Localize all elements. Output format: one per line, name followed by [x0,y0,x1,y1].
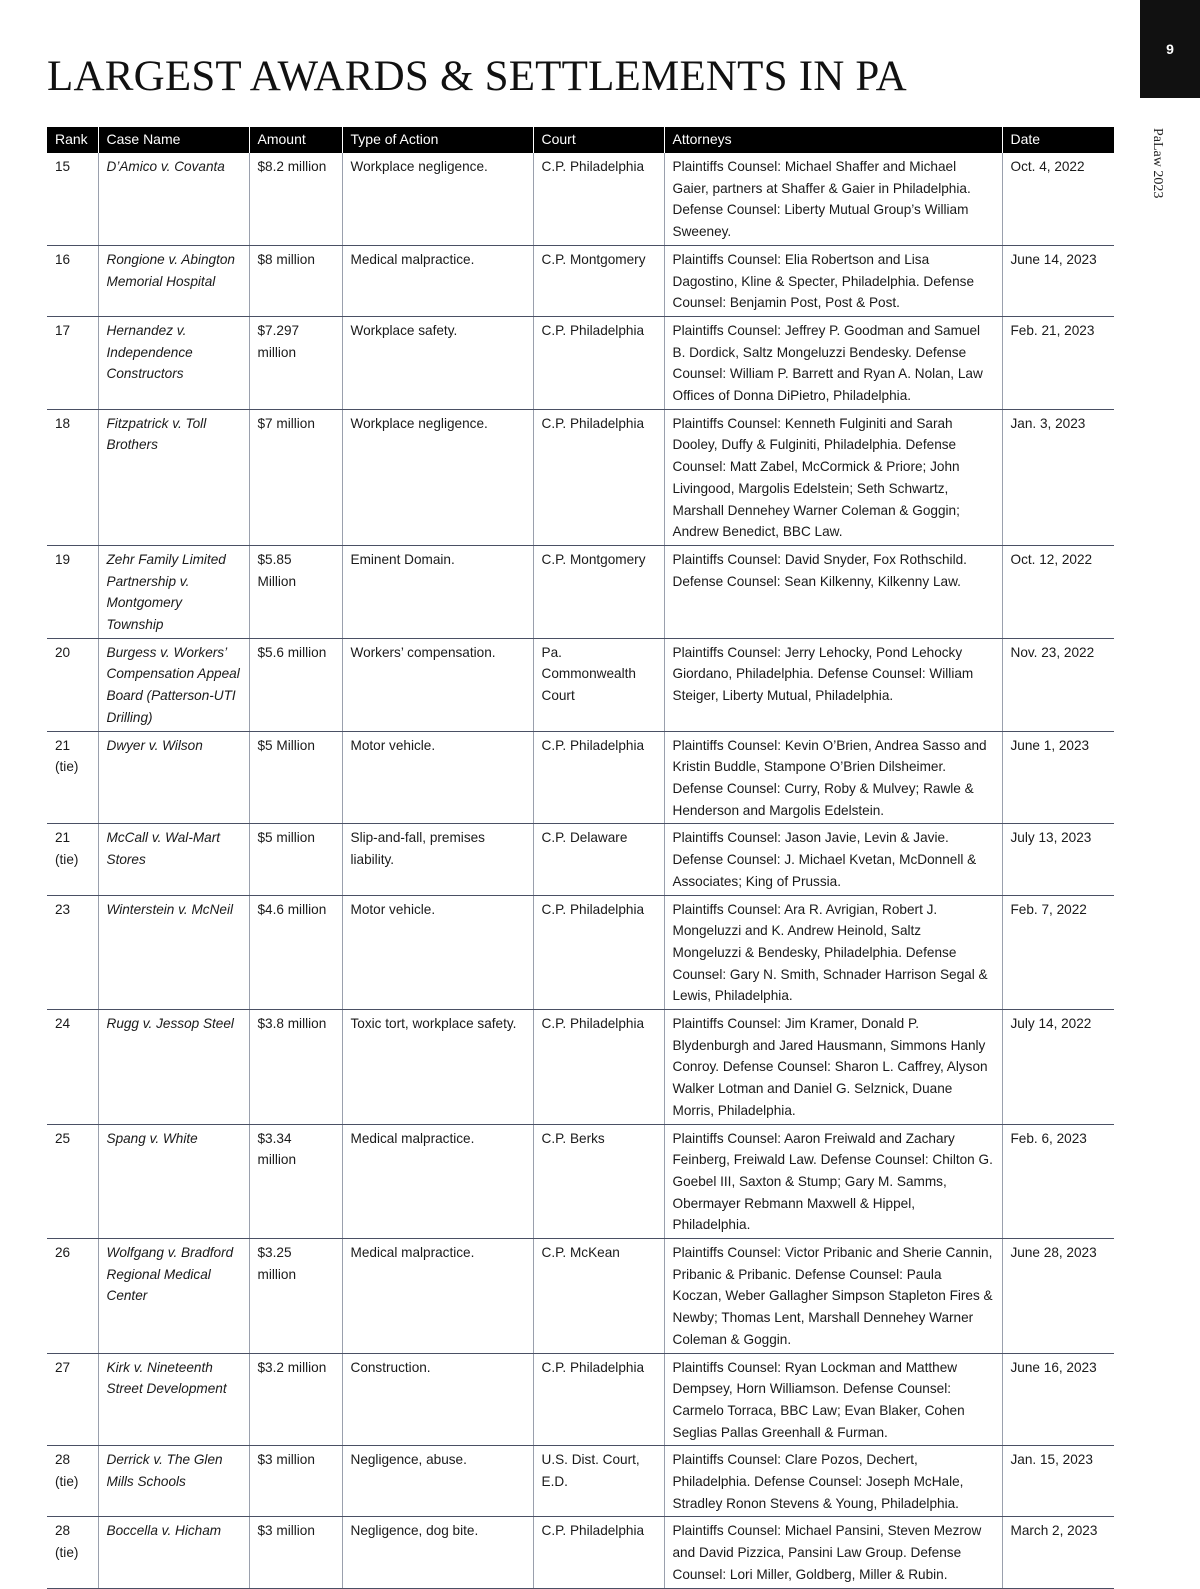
cell-date: July 14, 2022 [1002,1010,1114,1125]
cell-amount: $3 million [249,1517,342,1588]
cell-type-of-action: Medical malpractice. [342,1239,533,1354]
cell-court: C.P. Philadelphia [533,1353,664,1446]
table-row [47,245,1114,316]
cell-court: C.P. Montgomery [533,245,664,316]
cell-type-of-action: Medical malpractice. [342,1124,533,1239]
cell-date: June 28, 2023 [1002,1239,1114,1354]
cell-case-name: Kirk v. Nineteenth Street Development [98,1353,249,1446]
header-attorneys: Attorneys [664,127,1002,153]
cell-court: C.P. Philadelphia [533,895,664,1010]
page-number-tab [1140,0,1200,98]
table-row [47,316,1114,409]
cell-attorneys: Plaintiffs Counsel: Aaron Freiwald and Zachary Feinberg, Freiwald Law. Defense Counsel: Chilton G. Goebel III, Saxton & Stump; Gary M. Samms, Obermayer Rebmann Maxwell & Hippel, Philadelphia. [664,1124,1002,1239]
cell-date: Feb. 6, 2023 [1002,1124,1114,1239]
cell-case-name: Fitzpatrick v. Toll Brothers [98,409,249,545]
cell-date: June 14, 2023 [1002,245,1114,316]
cell-amount: $3.25 million [249,1239,342,1354]
cell-attorneys: Plaintiffs Counsel: Jim Kramer, Donald P. Blydenburgh and Jared Hausmann, Simmons Hanly Conroy. Defense Counsel: Sharon L. Caffrey, Alyson Walker Lotman and Daniel G. Selznick, Duane Morris, Philadelphia. [664,1010,1002,1125]
header-case-name: Case Name [98,127,249,153]
cell-case-name: Wolfgang v. Bradford Regional Medical Center [98,1239,249,1354]
cell-rank: 21 (tie) [47,824,98,895]
cell-type-of-action: Slip-and-fall, premises liability. [342,824,533,895]
cell-date: June 1, 2023 [1002,731,1114,824]
cell-amount: $5 Million [249,731,342,824]
cell-court: C.P. Montgomery [533,545,664,638]
cell-court: Pa. Commonwealth Court [533,638,664,731]
page-title: LARGEST AWARDS & SETTLEMENTS IN PA [47,53,907,100]
table-row [47,1239,1114,1354]
cell-date: March 2, 2023 [1002,1517,1114,1588]
cell-amount: $8.2 million [249,153,342,245]
cell-date: Jan. 15, 2023 [1002,1446,1114,1517]
cell-type-of-action: Workers’ compensation. [342,638,533,731]
cell-attorneys: Plaintiffs Counsel: Elia Robertson and Lisa Dagostino, Kline & Specter, Philadelphia. Defense Counsel: Benjamin Post, Post & Post. [664,245,1002,316]
cell-attorneys: Plaintiffs Counsel: Jeffrey P. Goodman and Samuel B. Dordick, Saltz Mongeluzzi Bendesky. Defense Counsel: William P. Barrett and Ryan A. Nolan, Law Offices of Donna DiPietro, Philadelphia. [664,316,1002,409]
cell-date: Nov. 23, 2022 [1002,638,1114,731]
cell-attorneys: Plaintiffs Counsel: Michael Shaffer and Michael Gaier, partners at Shaffer & Gaier in Philadelphia. Defense Counsel: Liberty Mutual Group’s William Sweeney. [664,153,1002,245]
cell-date: Oct. 4, 2022 [1002,153,1114,245]
cell-court: C.P. Philadelphia [533,153,664,245]
cell-type-of-action: Construction. [342,1353,533,1446]
cell-amount: $8 million [249,245,342,316]
cell-type-of-action: Workplace safety. [342,316,533,409]
cell-amount: $7 million [249,409,342,545]
cell-case-name: Boccella v. Hicham [98,1517,249,1588]
cell-type-of-action: Medical malpractice. [342,245,533,316]
cell-date: Feb. 21, 2023 [1002,316,1114,409]
cell-amount: $4.6 million [249,895,342,1010]
cell-type-of-action: Workplace negligence. [342,153,533,245]
cell-amount: $3.34 million [249,1124,342,1239]
cell-rank: 26 [47,1239,98,1354]
cell-court: U.S. Dist. Court, E.D. [533,1446,664,1517]
cell-amount: $3.8 million [249,1010,342,1125]
cell-rank: 23 [47,895,98,1010]
cell-rank: 21 (tie) [47,731,98,824]
cell-rank: 16 [47,245,98,316]
cell-rank: 27 [47,1353,98,1446]
cell-amount: $5 million [249,824,342,895]
cell-court: C.P. Berks [533,1124,664,1239]
header-type-of-action: Type of Action [342,127,533,153]
cell-type-of-action: Motor vehicle. [342,895,533,1010]
cell-case-name: Dwyer v. Wilson [98,731,249,824]
cell-case-name: D’Amico v. Covanta [98,153,249,245]
table-row [47,895,1114,1010]
cell-case-name: Zehr Family Limited Partnership v. Montgomery Township [98,545,249,638]
cell-case-name: Burgess v. Workers’ Compensation Appeal Board (Patterson-UTI Drilling) [98,638,249,731]
cell-attorneys: Plaintiffs Counsel: David Snyder, Fox Rothschild. Defense Counsel: Sean Kilkenny, Kilkenny Law. [664,545,1002,638]
cell-attorneys: Plaintiffs Counsel: Ara R. Avrigian, Robert J. Mongeluzzi and K. Andrew Heinold, Saltz Mongeluzzi & Bendesky, Philadelphia. Defense Counsel: Gary N. Smith, Schnader Harrison Segal & Lewis, Philadelphia. [664,895,1002,1010]
table-row [47,545,1114,638]
header-rank: Rank [47,127,98,153]
cell-type-of-action: Negligence, abuse. [342,1446,533,1517]
cell-attorneys: Plaintiffs Counsel: Victor Pribanic and Sherie Cannin, Pribanic & Pribanic. Defense Counsel: Paula Koczan, Weber Gallagher Simpson Stapleton Fires & Newby; Thomas Lent, Marshall Dennehey Warner Coleman & Goggin. [664,1239,1002,1354]
cell-court: C.P. Philadelphia [533,731,664,824]
cell-court: C.P. McKean [533,1239,664,1354]
cell-court: C.P. Philadelphia [533,409,664,545]
table-row [47,1124,1114,1239]
cell-attorneys: Plaintiffs Counsel: Jerry Lehocky, Pond Lehocky Giordano, Philadelphia. Defense Counsel: William Steiger, Liberty Mutual, Philadelphia. [664,638,1002,731]
cell-amount: $7.297 million [249,316,342,409]
table-row [47,1517,1114,1588]
cell-date: Feb. 7, 2022 [1002,895,1114,1010]
cell-type-of-action: Motor vehicle. [342,731,533,824]
table-row [47,153,1114,245]
table-body [47,153,1114,1588]
cell-attorneys: Plaintiffs Counsel: Jason Javie, Levin & Javie. Defense Counsel: J. Michael Kvetan, McDonnell & Associates; King of Prussia. [664,824,1002,895]
cell-date: July 13, 2023 [1002,824,1114,895]
cell-attorneys: Plaintiffs Counsel: Michael Pansini, Steven Mezrow and David Pizzica, Pansini Law Group. Defense Counsel: Lori Miller, Goldberg, Miller & Rubin. [664,1517,1002,1588]
cell-rank: 19 [47,545,98,638]
cell-court: C.P. Philadelphia [533,1517,664,1588]
cell-type-of-action: Eminent Domain. [342,545,533,638]
cell-attorneys: Plaintiffs Counsel: Clare Pozos, Dechert, Philadelphia. Defense Counsel: Joseph McHale, Stradley Ronon Stevens & Young, Philadelphia. [664,1446,1002,1517]
cell-case-name: Rongione v. Abington Memorial Hospital [98,245,249,316]
cell-amount: $3.2 million [249,1353,342,1446]
cell-rank: 24 [47,1010,98,1125]
table-row [47,1010,1114,1125]
cell-case-name: McCall v. Wal-Mart Stores [98,824,249,895]
cell-rank: 28 (tie) [47,1446,98,1517]
cell-court: C.P. Delaware [533,824,664,895]
header-amount: Amount [249,127,342,153]
cell-amount: $5.85 Million [249,545,342,638]
cell-rank: 15 [47,153,98,245]
cell-attorneys: Plaintiffs Counsel: Kevin O’Brien, Andrea Sasso and Kristin Buddle, Stampone O’Brien Dilsheimer. Defense Counsel: Curry, Roby & Mulvey; Rawle & Henderson and Margolis Edelstein. [664,731,1002,824]
cell-court: C.P. Philadelphia [533,316,664,409]
cell-rank: 18 [47,409,98,545]
table-row [47,1446,1114,1517]
cell-type-of-action: Negligence, dog bite. [342,1517,533,1588]
header-court: Court [533,127,664,153]
cell-court: C.P. Philadelphia [533,1010,664,1125]
cell-rank: 17 [47,316,98,409]
cell-attorneys: Plaintiffs Counsel: Ryan Lockman and Matthew Dempsey, Horn Williamson. Defense Counsel: Carmelo Torraca, BBC Law; Evan Blaker, Cohen Seglias Pallas Greenhall & Furman. [664,1353,1002,1446]
table-row [47,638,1114,731]
cell-type-of-action: Workplace negligence. [342,409,533,545]
cell-case-name: Derrick v. The Glen Mills Schools [98,1446,249,1517]
page-number: 9 [1166,41,1174,57]
running-head: PaLaw 2023 [1150,128,1165,199]
header-row [47,127,1114,153]
cell-rank: 28 (tie) [47,1517,98,1588]
cell-case-name: Rugg v. Jessop Steel [98,1010,249,1125]
table-row [47,731,1114,824]
cell-rank: 25 [47,1124,98,1239]
cell-rank: 20 [47,638,98,731]
cell-case-name: Winterstein v. McNeil [98,895,249,1010]
cell-date: Oct. 12, 2022 [1002,545,1114,638]
cell-case-name: Spang v. White [98,1124,249,1239]
cell-date: June 16, 2023 [1002,1353,1114,1446]
table-row [47,409,1114,545]
table-row [47,824,1114,895]
cell-date: Jan. 3, 2023 [1002,409,1114,545]
cell-amount: $5.6 million [249,638,342,731]
cell-type-of-action: Toxic tort, workplace safety. [342,1010,533,1125]
cell-case-name: Hernandez v. Independence Constructors [98,316,249,409]
table-header [47,127,1114,153]
cell-amount: $3 million [249,1446,342,1517]
header-date: Date [1002,127,1114,153]
table-row [47,1353,1114,1446]
awards-table [47,127,1114,1589]
cell-attorneys: Plaintiffs Counsel: Kenneth Fulginiti and Sarah Dooley, Duffy & Fulginiti, Philadelphia. Defense Counsel: Matt Zabel, McCormick & Priore; John Livingood, Margolis Edelstein; Seth Schwartz, Marshall Dennehey Warner Coleman & Goggin; Andrew Benedict, BBC Law. [664,409,1002,545]
